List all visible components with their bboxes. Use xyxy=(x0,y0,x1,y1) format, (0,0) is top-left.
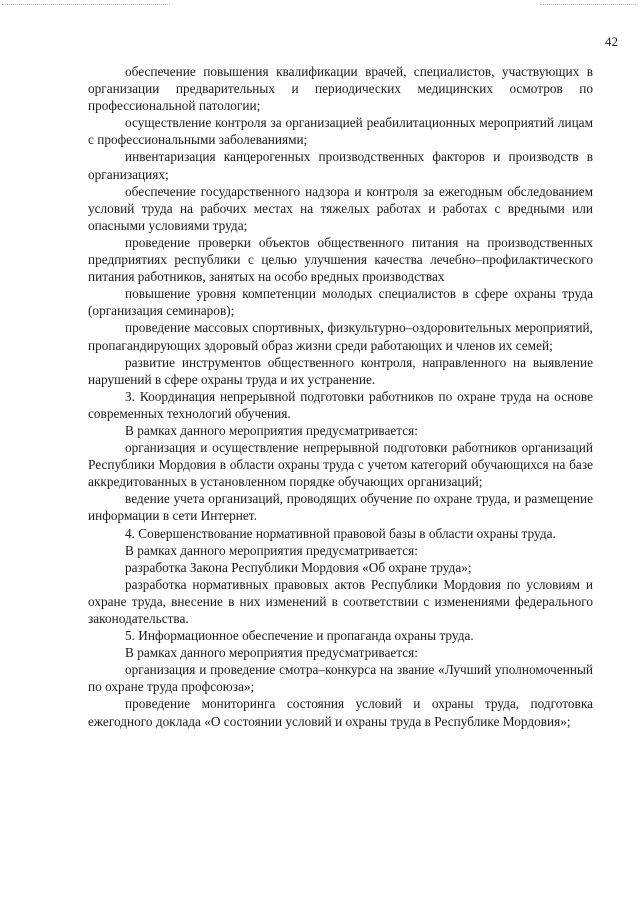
paragraph: В рамках данного мероприятия предусматривается: xyxy=(125,542,418,558)
paragraph: проведение массовых спортивных, физкультурно–оздоровительных мероприятий, пропагандирующих здоровый образ жизни среди работающих и членов их семей; xyxy=(88,320,593,353)
paragraph: ведение учета организаций, проводящих обучение по охране труда, и размещение информации в сети Интернет. xyxy=(88,491,593,524)
paragraph: разработка Закона Республики Мордовия «Об охране труда»; xyxy=(125,559,472,575)
paragraph: повышение уровня компетенции молодых специалистов в сфере охраны труда (организация семинаров); xyxy=(88,286,593,319)
paragraph: организация и осуществление непрерывной подготовки работников организаций Республики Мордовия в области охраны труда с учетом категорий обучающихся на базе аккредитованных в установленном порядке обучающих организаций; xyxy=(88,440,593,490)
page-number: 42 xyxy=(605,34,618,49)
paragraph: обеспечение государственного надзора и контроля за ежегодным обследованием условий труда на рабочих местах на тяжелых работах и работах с вредными или опасными условиями труда; xyxy=(88,183,593,233)
section-heading: 4. Совершенствование нормативной правовой базы в области охраны труда. xyxy=(125,525,556,541)
paragraph: инвентаризация канцерогенных производственных факторов и производств в организациях; xyxy=(88,149,593,182)
paragraph: проведение проверки объектов общественного питания на производственных предприятиях республики с целью улучшения качества лечебно–профилактического питания работников, занятых на особо вредных производствах xyxy=(88,234,593,285)
paragraph: обеспечение повышения квалификации врачей, специалистов, участвующих в организации предварительных и периодических медицинских осмотров по профессиональной патологии; xyxy=(88,64,593,114)
document-body xyxy=(88,63,593,730)
paragraph: В рамках данного мероприятия предусматривается: xyxy=(125,422,418,438)
paragraph: развитие инструментов общественного контроля, направленного на выявление нарушений в сфере охраны труда и их устранение. xyxy=(88,354,593,387)
scan-artifact-left xyxy=(2,4,170,6)
section-heading: 3. Координация непрерывной подготовки работников по охране труда на основе современных технологий обучения. xyxy=(88,388,593,421)
paragraph: проведение мониторинга состояния условий и охраны труда, подготовка ежегодного доклада «О состоянии условий и охраны труда в Республике Мордовия»; xyxy=(88,696,593,729)
paragraph: организация и проведение смотра–конкурса на звание «Лучший уполномоченный по охране труда профсоюза»; xyxy=(88,662,593,695)
paragraph: разработка нормативных правовых актов Республики Мордовия по условиям и охране труда, внесение в них изменений в соответствии с изменениями федерального законодательства. xyxy=(88,576,593,626)
scan-artifact-right xyxy=(540,4,636,6)
paragraph: В рамках данного мероприятия предусматривается: xyxy=(125,645,418,661)
section-heading: 5. Информационное обеспечение и пропаганда охраны труда. xyxy=(125,628,474,644)
paragraph: осуществление контроля за организацией реабилитационных мероприятий лицам с профессиональными заболеваниями; xyxy=(88,115,593,148)
